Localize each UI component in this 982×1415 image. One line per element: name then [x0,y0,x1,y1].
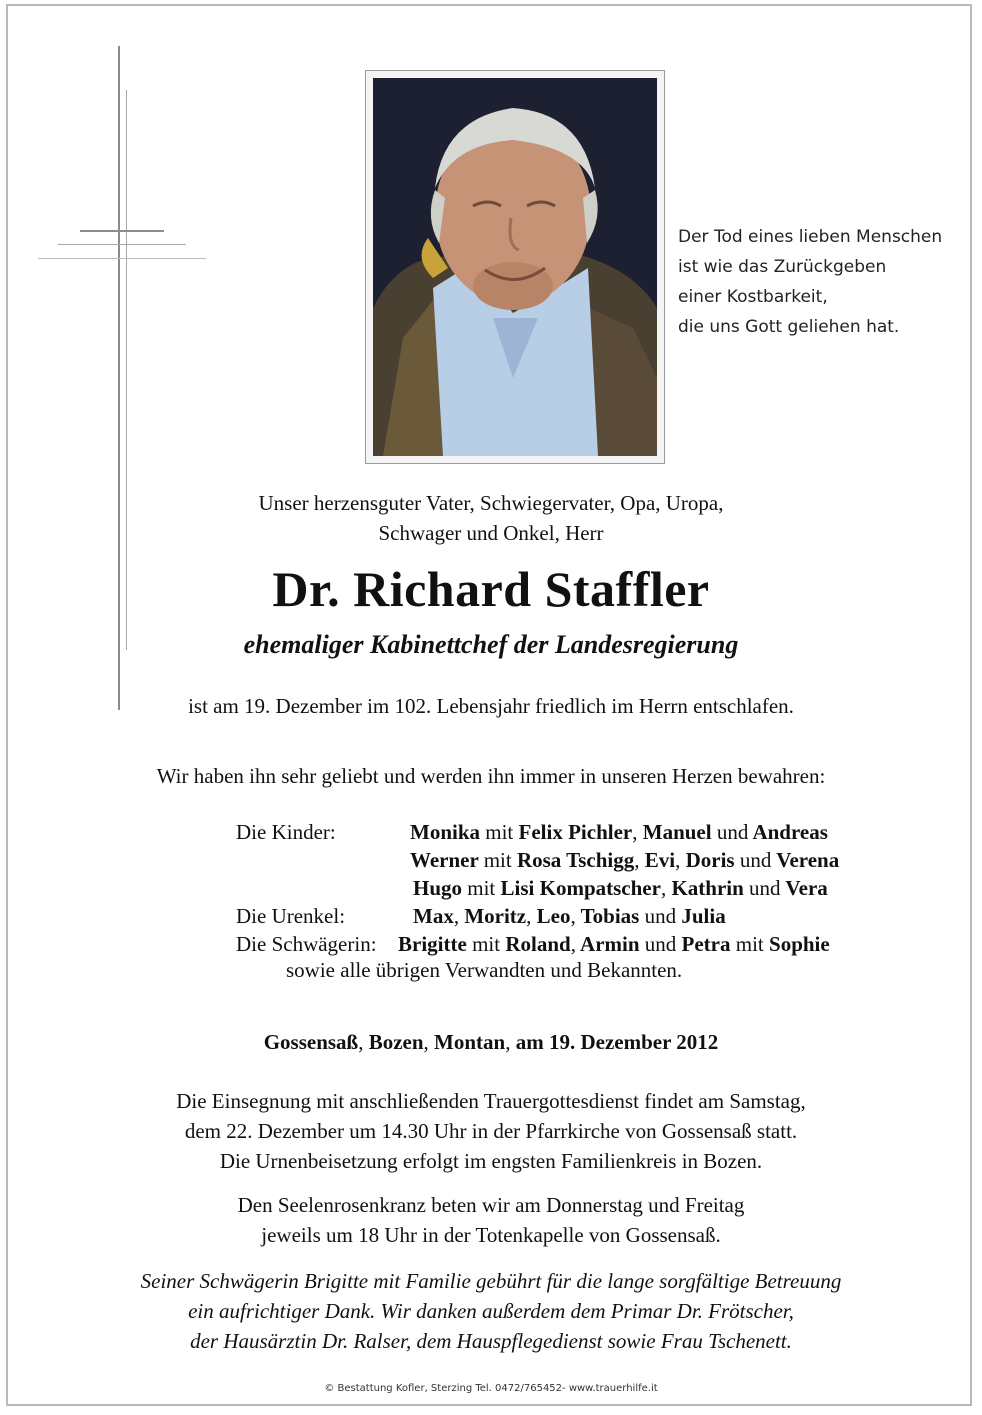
family-names: Werner mit Rosa Tschigg, Evi, Doris und Verena [410,848,840,872]
love-statement: Wir haben ihn sehr geliebt und werden ihn immer in unseren Herzen bewahren: [156,764,826,788]
family-label: Die Kinder: [236,820,336,844]
thanks-line: der Hausärztin Dr. Ralser, dem Hauspflegedienst sowie Frau Tschenett. [190,1329,792,1353]
rosary-line: jeweils um 18 Uhr in der Totenkapelle von Gossensaß. [261,1223,721,1247]
quote-line: ist wie das Zurückgeben [678,257,887,277]
rosary-line: Den Seelenrosenkranz beten wir am Donnerstag und Freitag [237,1193,745,1217]
family-label: Die Schwägerin: [236,932,377,956]
thanks-line: ein aufrichtiger Dank. Wir danken außerdem dem Primar Dr. Frötscher, [188,1299,794,1323]
quote-line: einer Kostbarkeit, [678,287,828,307]
family-names: Brigitte mit Roland, Armin und Petra mit Sophie [398,932,830,956]
ceremony-line: dem 22. Dezember um 14.30 Uhr in der Pfarrkirche von Gossensaß statt. [184,1119,798,1143]
intro-line: Unser herzensguter Vater, Schwiegervater, Opa, Uropa, [258,491,724,515]
cross-horizontal-bar [80,230,164,232]
rosary-info [0,1190,982,1250]
cross-horizontal-line-long [38,258,206,259]
ceremony-info [0,1086,982,1176]
family-names: Hugo mit Lisi Kompatscher, Kathrin und Vera [413,876,828,900]
thanks-note [0,1266,982,1356]
thanks-line: Seiner Schwägerin Brigitte mit Familie gebührt für die lange sorgfältige Betreuung [140,1269,842,1293]
portrait-photo [373,78,657,456]
intro-text [0,488,982,548]
family-names: Max, Moritz, Leo, Tobias und Julia [413,904,726,928]
cross-horizontal-line [58,244,186,245]
relatives-note: sowie alle übrigen Verwandten und Bekannten. [286,958,683,982]
ceremony-line: Die Urnenbeisetzung erfolgt im engsten Familienkreis in Bozen. [219,1149,763,1173]
memorial-quote [678,222,978,342]
ceremony-line: Die Einsegnung mit anschließenden Trauergottesdienst findet am Samstag, [176,1089,806,1113]
death-notice: ist am 19. Dezember im 102. Lebensjahr friedlich im Herrn entschlafen. [188,694,794,718]
footer-credit: © Bestattung Kofler, Sterzing Tel. 0472/765452- www.trauerhilfe.it [324,1383,658,1394]
quote-line: die uns Gott geliehen hat. [678,317,900,337]
quote-line: Der Tod eines lieben Menschen [678,227,943,247]
place-date: Gossensaß, Bozen, Montan, am 19. Dezember 2012 [263,1030,719,1054]
family-label: Die Urenkel: [236,904,346,928]
intro-line: Schwager und Onkel, Herr [378,521,604,545]
deceased-name: Dr. Richard Staffler [272,561,710,617]
family-names: Monika mit Felix Pichler, Manuel und Andreas [410,820,828,844]
deceased-title: ehemaliger Kabinettchef der Landesregierung [243,630,739,659]
